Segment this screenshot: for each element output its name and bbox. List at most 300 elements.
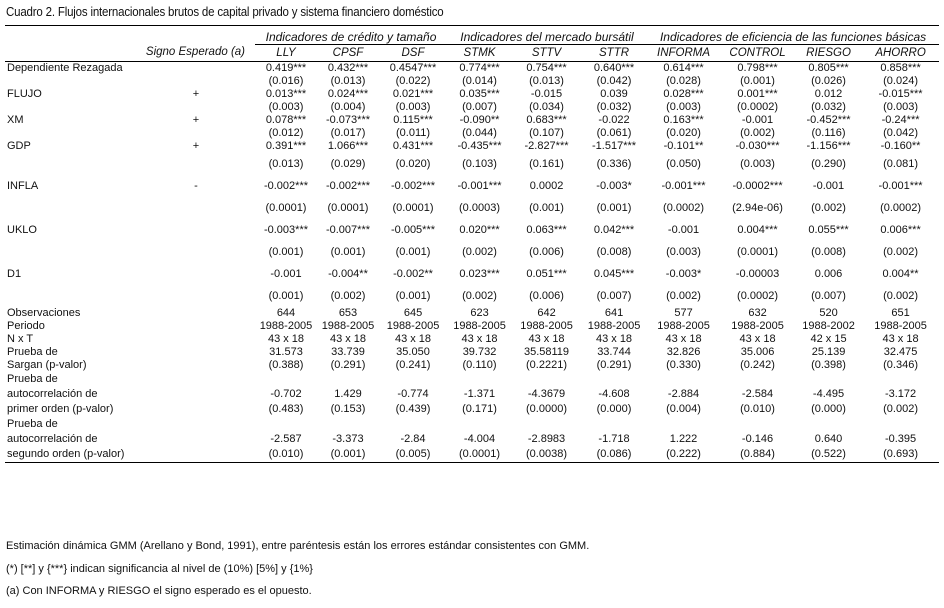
ar2-label: autocorrelación de — [7, 433, 98, 445]
stat-row-cell: 43 x 18 — [267, 333, 305, 345]
ar2-cell — [317, 417, 379, 432]
coef-row — [5, 140, 939, 153]
se-row-label — [5, 153, 137, 175]
se-row-cell: (0.004) — [330, 101, 366, 113]
se-row-cell: (0.002) — [740, 127, 775, 139]
stat-row — [5, 307, 939, 320]
se-row-cell: (0.012) — [268, 127, 304, 139]
se-row-cell: (0.042) — [883, 127, 918, 139]
group-header-row — [5, 26, 939, 45]
column-header-cpsf: CPSF — [317, 45, 379, 62]
coef-row-cell: 1.066*** — [327, 140, 369, 152]
se-row-cell: (0.014) — [462, 75, 497, 87]
stat-row-cell: 35.050 — [396, 346, 430, 358]
stat-row-cell: (0.388) — [268, 359, 304, 371]
stat-row-label: Observaciones — [7, 307, 81, 319]
coef-row-cell: 0.0002 — [529, 179, 564, 192]
coef-row-cell: 0.042*** — [593, 223, 635, 236]
coef-row-cell: 0.063*** — [526, 223, 567, 236]
se-row-label — [5, 197, 137, 219]
coef-row — [5, 219, 939, 241]
se-row-cell: (0.001) — [395, 289, 431, 302]
se-row-cell: (0.002) — [666, 289, 701, 302]
stat-row-cell: 1988-2005 — [587, 320, 641, 332]
stat-row-cell: 43 x 18 — [528, 333, 565, 345]
ar2-cell: (0.005) — [379, 447, 447, 462]
se-row-sign — [137, 127, 255, 140]
coef-row-cell: 0.432*** — [327, 62, 369, 74]
se-row-cell: (0.336) — [596, 157, 632, 170]
stat-row-cell: 32.475 — [883, 346, 918, 358]
stat-row-cell: 1988-2005 — [874, 320, 927, 332]
stat-row-cell: 1988-2005 — [731, 320, 784, 332]
ar2-label: segundo orden (p-valor) — [5, 447, 137, 462]
coef-row-label: D1 — [7, 267, 22, 280]
se-row-cell: (0.017) — [330, 127, 366, 139]
coef-row-label: FLUJO — [7, 88, 42, 100]
se-row-sign — [137, 75, 255, 88]
ar2-cell: -1.718 — [598, 433, 630, 445]
coef-row-cell: -2.827*** — [524, 140, 569, 152]
ar1-cell: (0.171) — [462, 403, 497, 415]
ar2-sign — [137, 417, 255, 432]
se-row-label — [5, 241, 137, 263]
stat-row-cell: 43 x 18 — [461, 333, 498, 345]
coef-row-sign — [137, 219, 255, 241]
ar2-sign — [137, 432, 255, 447]
ar2-row — [5, 417, 939, 432]
se-row-cell: (0.006) — [529, 289, 564, 302]
coef-row-cell: 0.055*** — [808, 223, 849, 236]
ar1-cell — [647, 372, 720, 387]
se-row-label — [5, 75, 137, 88]
se-row-cell: (0.020) — [666, 127, 701, 139]
coef-row-cell: -0.005*** — [390, 223, 436, 236]
ar1-cell: -1.371 — [463, 388, 496, 400]
ar2-cell: -0.395 — [884, 433, 917, 445]
coef-row-cell: 0.614*** — [663, 62, 704, 74]
coef-row-sign: + — [192, 140, 200, 152]
se-row-cell: (0.008) — [811, 245, 846, 258]
ar2-cell: (0.222) — [647, 447, 720, 462]
group-header-credit: Indicadores de crédito y tamaño — [255, 26, 447, 45]
ar2-cell: (0.0038) — [512, 447, 581, 462]
coef-row-cell: 0.006*** — [880, 223, 921, 236]
stat-row-cell: 35.006 — [740, 346, 775, 358]
ar1-cell: -3.172 — [884, 388, 917, 400]
ar2-label: Prueba de — [7, 418, 58, 430]
se-row — [5, 285, 939, 307]
ar1-cell — [581, 372, 647, 387]
se-row-cell: (0.0001) — [265, 201, 307, 214]
stat-row-cell: 35.58119 — [523, 346, 570, 358]
se-row-cell: (0.034) — [529, 101, 564, 113]
stat-row-cell: 43 x 18 — [595, 333, 633, 345]
coef-row-cell: -0.001*** — [661, 179, 706, 192]
stat-row-cell: 642 — [537, 307, 556, 319]
ar1-cell — [379, 372, 447, 387]
se-row — [5, 241, 939, 263]
ar1-label: primer orden (p-valor) — [7, 403, 114, 415]
coef-row-cell: -0.0002*** — [732, 179, 783, 192]
ar1-cell: (0.002) — [883, 403, 918, 415]
stat-row-sign — [137, 359, 255, 372]
stat-row-cell: 577 — [674, 307, 693, 319]
stat-row-label: Prueba de — [7, 346, 58, 358]
ar1-sign — [137, 372, 255, 387]
coef-row-cell: 0.754*** — [526, 62, 567, 74]
ar2-cell — [795, 417, 862, 432]
stat-row-cell: (0.398) — [811, 359, 846, 371]
ar2-cell — [647, 417, 720, 432]
se-row-cell: (0.028) — [666, 75, 701, 87]
stat-row-cell: 641 — [604, 307, 624, 319]
coef-row-cell: 0.020*** — [459, 223, 500, 236]
se-row-cell: (0.002) — [330, 289, 366, 302]
se-row-cell: (0.029) — [330, 157, 366, 170]
stat-row-cell: (0.242) — [740, 359, 775, 371]
coef-row-cell: 0.419*** — [265, 62, 307, 74]
stat-row-cell: 651 — [891, 307, 910, 319]
se-row-sign — [137, 101, 255, 114]
ar2-cell: -4.004 — [463, 433, 496, 445]
se-row-cell: (0.007) — [811, 289, 846, 302]
stat-row-cell: 520 — [819, 307, 838, 319]
stat-row-cell: (0.291) — [330, 359, 366, 371]
coef-row-cell: 0.774*** — [459, 62, 500, 74]
se-row-cell: (0.103) — [462, 157, 497, 170]
stat-row-cell: 1988-2002 — [802, 320, 855, 332]
ar1-cell: -4.3679 — [527, 388, 566, 400]
se-row — [5, 75, 939, 88]
coef-row-cell: 0.006 — [814, 267, 843, 280]
ar1-cell: (0.439) — [395, 403, 431, 415]
ar1-sign — [137, 402, 255, 417]
coef-row — [5, 175, 939, 197]
se-row-label — [5, 127, 137, 140]
ar2-cell: -2.587 — [270, 433, 302, 445]
se-row-sign — [137, 241, 255, 263]
se-row-cell: (0.032) — [596, 101, 632, 113]
coef-row-cell: -0.003* — [665, 267, 702, 280]
ar2-cell: (0.010) — [255, 447, 317, 462]
coef-row-sign — [137, 62, 255, 76]
coef-row-cell: -0.030*** — [735, 140, 780, 152]
ar2-cell — [581, 417, 647, 432]
coef-row-cell: -0.002*** — [325, 179, 371, 192]
stat-row-cell: 1988-2005 — [657, 320, 710, 332]
stat-row-label: Periodo — [7, 320, 45, 332]
se-row-cell: (0.042) — [596, 75, 632, 87]
stat-row-cell: 31.573 — [269, 346, 303, 358]
ar2-cell: 0.640 — [814, 433, 843, 445]
ar2-cell — [862, 417, 939, 432]
coef-row-cell: 0.045*** — [593, 267, 635, 280]
se-row-cell: (0.0003) — [459, 201, 500, 214]
ar1-cell — [795, 372, 862, 387]
se-row-cell: (0.0001) — [392, 201, 434, 214]
stat-row-cell: 43 x 18 — [739, 333, 776, 345]
ar1-sign — [137, 387, 255, 402]
coef-row-cell: 0.431*** — [392, 140, 434, 152]
se-row-cell: (0.007) — [596, 289, 632, 302]
se-row-cell: (0.0002) — [663, 201, 705, 214]
coef-row-cell: -0.001 — [270, 267, 302, 280]
se-row-cell: (0.026) — [811, 75, 846, 87]
column-header-riesgo: RIESGO — [795, 45, 862, 62]
coef-row-cell: 0.640*** — [593, 62, 635, 74]
ar2-cell — [447, 417, 512, 432]
coef-row-cell: 0.012 — [814, 88, 843, 100]
stat-row — [5, 320, 939, 333]
coef-row-cell: 0.051*** — [526, 267, 567, 280]
se-row-cell: (0.0001) — [737, 245, 779, 258]
se-row-cell: (0.003) — [268, 101, 304, 113]
coef-row — [5, 88, 939, 101]
stat-row-cell: (0.291) — [596, 359, 632, 371]
stat-row-cell: 25.139 — [811, 346, 846, 358]
coef-row-sign — [137, 263, 255, 285]
stat-row-cell: 1988-2005 — [386, 320, 440, 332]
group-header-stock-market: Indicadores del mercado bursátil — [447, 26, 647, 45]
stat-row-label: Sargan (p-valor) — [7, 359, 87, 371]
coef-row-cell: 0.013*** — [265, 88, 307, 100]
stat-row — [5, 333, 939, 346]
stat-row-cell: (0.330) — [666, 359, 701, 371]
coef-row-cell: 0.001*** — [737, 88, 778, 100]
ar1-label: autocorrelación de — [7, 388, 98, 400]
regression-table — [5, 25, 939, 463]
stat-row-cell: 42 x 15 — [810, 333, 847, 345]
coef-row-cell: 0.024*** — [327, 88, 369, 100]
ar2-cell: (0.884) — [720, 447, 795, 462]
ar1-cell — [317, 372, 379, 387]
coef-row-cell: -0.001 — [812, 179, 845, 192]
se-row-cell: (0.002) — [811, 201, 846, 214]
se-row-cell: (0.003) — [666, 245, 701, 258]
stat-row-cell: 1988-2005 — [259, 320, 313, 332]
coef-row-cell: 0.115*** — [393, 114, 433, 126]
stat-row-cell: 33.739 — [331, 346, 365, 358]
se-row-cell: (0.0002) — [880, 201, 922, 214]
coef-row-cell: 0.035*** — [459, 88, 500, 100]
ar2-sign — [137, 447, 255, 462]
se-row-cell: (0.001) — [740, 75, 775, 87]
stat-row-cell: 1988-2005 — [321, 320, 375, 332]
ar2-cell: -2.8983 — [527, 433, 566, 445]
coef-row-cell: -0.004** — [328, 267, 368, 280]
coef-row-cell: -1.156*** — [806, 140, 851, 152]
coef-row-cell: -0.015 — [530, 88, 563, 100]
se-row-cell: (0.011) — [395, 127, 431, 139]
coef-row-cell: -0.003* — [596, 179, 632, 192]
coef-row-cell: 0.004*** — [737, 223, 778, 236]
column-header-dsf: DSF — [379, 45, 447, 62]
se-row-cell: (0.0002) — [737, 101, 779, 113]
se-row-cell: (0.006) — [529, 245, 564, 258]
stat-row-sign — [137, 320, 255, 333]
coef-row-cell: 0.858*** — [880, 62, 921, 74]
coef-row-cell: 0.391*** — [265, 140, 307, 152]
stat-row-cell: 1988-2005 — [520, 320, 573, 332]
ar1-cell: -4.495 — [812, 388, 845, 400]
ar1-cell — [862, 372, 939, 387]
coef-row-cell: -0.001 — [741, 114, 774, 126]
column-header-row — [5, 45, 939, 62]
coef-row-cell: -0.090** — [459, 114, 500, 126]
se-row-label — [5, 101, 137, 114]
coef-row-cell: 0.805*** — [808, 62, 849, 74]
se-row — [5, 101, 939, 114]
coef-row — [5, 114, 939, 127]
se-row-cell: (0.290) — [811, 157, 846, 170]
se-row-cell: (0.050) — [666, 157, 701, 170]
ar2-cell: 1.222 — [669, 433, 698, 445]
coef-row-cell: -0.073*** — [325, 114, 371, 126]
column-header-ahorro: AHORRO — [862, 45, 939, 62]
stat-row-cell: 43 x 18 — [882, 333, 919, 345]
stat-row-cell: 43 x 18 — [665, 333, 702, 345]
ar2-cell — [720, 417, 795, 432]
coef-row-cell: -0.00003 — [735, 267, 780, 280]
se-row-cell: (0.001) — [268, 289, 304, 302]
stat-row-cell: 645 — [403, 307, 423, 319]
ar2-cell: -2.84 — [400, 433, 426, 445]
column-header-control: CONTROL — [720, 45, 795, 62]
group-header-efficiency: Indicadores de eficiencia de las funciones básicas — [647, 26, 939, 45]
stat-row-cell: (0.346) — [883, 359, 918, 371]
se-row-cell: (0.081) — [883, 157, 918, 170]
se-row-cell: (0.0001) — [327, 201, 369, 214]
coef-row-cell: -0.002** — [393, 267, 433, 280]
se-row-cell: (0.002) — [883, 289, 918, 302]
coef-row-cell: 0.683*** — [526, 114, 567, 126]
coef-row-cell: -0.435*** — [457, 140, 502, 152]
note-estimation: Estimación dinámica GMM (Arellano y Bond, 1991), entre paréntesis están los errores estándar consistentes con GMM. — [6, 540, 590, 552]
ar2-cell: (0.0001) — [447, 447, 512, 462]
stat-row-sign — [137, 307, 255, 320]
stat-row-label: N x T — [7, 333, 34, 345]
coef-row-cell: 0.028*** — [663, 88, 704, 100]
coef-row-label: GDP — [7, 140, 31, 152]
ar2-cell: -3.373 — [332, 433, 364, 445]
se-row-cell: (0.003) — [883, 101, 918, 113]
note-sign: (a) Con INFORMA y RIESGO el signo esperado es el opuesto. — [6, 585, 312, 597]
coef-row-label: UKLO — [7, 223, 37, 236]
se-row-cell: (0.001) — [268, 245, 304, 258]
se-row-cell: (0.007) — [462, 101, 497, 113]
ar1-cell — [512, 372, 581, 387]
coef-row-label: Dependiente Rezagada — [7, 62, 123, 74]
stat-row-cell: 653 — [338, 307, 358, 319]
se-row-sign — [137, 197, 255, 219]
ar1-cell: -2.584 — [741, 388, 774, 400]
stat-row-cell: 43 x 18 — [394, 333, 432, 345]
se-row-cell: (0.107) — [529, 127, 564, 139]
se-row — [5, 153, 939, 175]
column-header-lly: LLY — [255, 45, 317, 62]
se-row-cell: (0.020) — [395, 157, 431, 170]
sign-header: Signo Esperado (a) — [137, 45, 255, 62]
se-row-cell: (0.044) — [462, 127, 497, 139]
coef-row-sign: - — [194, 179, 198, 192]
ar2-cell: (0.001) — [317, 447, 379, 462]
ar1-row — [5, 387, 939, 402]
stat-row-sign — [137, 346, 255, 359]
ar1-row — [5, 372, 939, 387]
coef-row-cell: 0.039 — [600, 88, 628, 100]
se-row-cell: (0.002) — [462, 245, 497, 258]
coef-row-cell: -0.015*** — [878, 88, 923, 100]
ar1-cell: (0.483) — [268, 403, 304, 415]
coef-row-cell: -0.007*** — [325, 223, 371, 236]
stat-row-cell: 632 — [748, 307, 767, 319]
se-row — [5, 127, 939, 140]
coef-row-cell: 0.023*** — [459, 267, 500, 280]
se-row-cell: (0.002) — [462, 289, 497, 302]
coef-row-cell: -0.002*** — [263, 179, 309, 192]
coef-row-cell: 0.004** — [882, 267, 919, 280]
ar1-row — [5, 402, 939, 417]
stat-row — [5, 359, 939, 372]
se-row-cell: (0.016) — [268, 75, 304, 87]
stat-row — [5, 346, 939, 359]
stat-row-cell: 1988-2005 — [453, 320, 506, 332]
se-row-cell: (0.0002) — [737, 289, 779, 302]
ar1-cell: (0.000) — [596, 403, 632, 415]
coef-row-label: XM — [7, 114, 24, 126]
se-row-cell: (0.003) — [740, 157, 775, 170]
coef-row-sign: + — [192, 88, 200, 100]
coef-row-cell: 0.078*** — [265, 114, 307, 126]
se-row-cell: (0.013) — [529, 75, 564, 87]
ar1-cell: -4.608 — [598, 388, 630, 400]
coef-row-cell: -0.160** — [880, 140, 921, 152]
coef-row-cell: 0.163*** — [663, 114, 704, 126]
se-row-cell: (0.001) — [395, 245, 431, 258]
ar1-cell — [447, 372, 512, 387]
coef-row-cell: -0.001*** — [878, 179, 923, 192]
se-row-cell: (0.161) — [529, 157, 564, 170]
coef-row-cell: -0.002*** — [390, 179, 436, 192]
note-significance: (*) [**] y {***} indican significancia al nivel de (10%) [5%] y {1%} — [6, 563, 313, 575]
se-row-cell: (0.061) — [596, 127, 632, 139]
coef-row-cell: -1.517*** — [592, 140, 637, 152]
coef-row-cell: -0.001 — [667, 223, 700, 236]
se-row — [5, 197, 939, 219]
se-row-cell: (0.003) — [666, 101, 701, 113]
ar2-cell: (0.522) — [795, 447, 862, 462]
table-caption: Cuadro 2. Flujos internacionales brutos de capital privado y sistema financiero doméstico — [6, 5, 444, 19]
ar1-cell: (0.0000) — [526, 403, 567, 415]
se-row-cell: (0.116) — [811, 127, 846, 139]
se-row-cell: (0.032) — [811, 101, 846, 113]
ar2-row — [5, 432, 939, 447]
ar1-cell: -0.702 — [270, 388, 302, 400]
se-row-cell: (2.94e-06) — [732, 201, 783, 214]
se-row-cell: (0.001) — [596, 201, 632, 214]
stat-row-cell: 43 x 18 — [329, 333, 367, 345]
se-row-cell: (0.022) — [395, 75, 431, 87]
coef-row-cell: -0.001*** — [457, 179, 502, 192]
stat-row-cell: (0.110) — [462, 359, 497, 371]
column-header-sttr: STTR — [581, 45, 647, 62]
coef-row-cell: 0.798*** — [737, 62, 778, 74]
ar1-cell: (0.000) — [811, 403, 846, 415]
coef-row-cell: 0.021*** — [392, 88, 434, 100]
ar1-cell — [720, 372, 795, 387]
ar2-row — [5, 447, 939, 462]
